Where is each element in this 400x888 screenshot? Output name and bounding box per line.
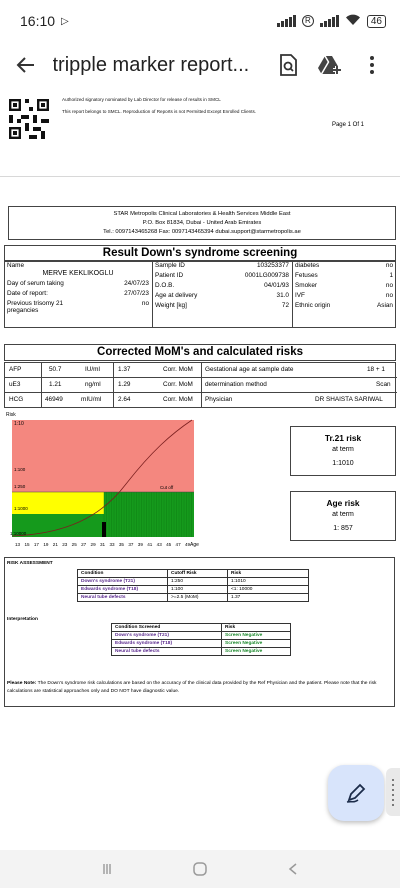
- agerisk-title: Age risk: [326, 498, 360, 508]
- tr21-title: Tr.21 risk: [324, 433, 362, 443]
- sample-value: 103253377: [257, 262, 289, 269]
- name-label: Name: [7, 262, 25, 269]
- table-row: [112, 632, 291, 640]
- marker-corr: Corr. MoM: [163, 366, 193, 373]
- zone-red: [12, 420, 194, 492]
- interp-title: Interpretation: [7, 617, 38, 622]
- report-label: Date of report:: [7, 290, 48, 297]
- x-tick: 31: [100, 542, 106, 547]
- patient-marker: [102, 522, 106, 537]
- page-number: Page 1 Of 1: [331, 122, 364, 128]
- y-tick: 1:1000: [14, 506, 28, 511]
- agerisk-sub: at term: [332, 511, 354, 518]
- x-tick: 15: [24, 542, 30, 547]
- th-condition: Condition: [78, 570, 168, 578]
- ga-value: 18 + 1: [367, 366, 385, 373]
- marker-name: AFP: [9, 366, 22, 373]
- cell-cutoff: 1:100: [168, 586, 228, 594]
- agerisk-value: 1: 857: [333, 525, 353, 532]
- cell-condition: Neural tube defects: [112, 648, 222, 656]
- ethnic-value: Asian: [377, 302, 393, 309]
- lab-name: STAR Metropolis Clinical Laboratories & Health Services Middle East: [113, 211, 291, 217]
- pdf-page: [0, 90, 400, 850]
- tr21-risk-box: [290, 426, 396, 476]
- th-cutoff: Cutoff Risk: [168, 570, 228, 578]
- auth-line-1: Authorized signatory nominated by Lab Director for release of results in SMCL: [62, 97, 221, 102]
- marker-corr: Corr. MoM: [163, 381, 193, 388]
- name-value: MERVE KEKLIKOGLU: [42, 270, 114, 277]
- marker-mom: 2.64: [118, 396, 131, 403]
- ivf-label: IVF: [295, 292, 305, 299]
- th-screened: Condition Screened: [112, 624, 222, 632]
- table-row: [78, 578, 309, 586]
- drive-add-icon[interactable]: [312, 47, 348, 83]
- ga-label: Gestational age at sample date: [205, 366, 294, 373]
- cell-condition: Down's syndrome (T21): [78, 578, 168, 586]
- cell-risk: 1.37: [228, 594, 309, 602]
- serum-value: 24/07/23: [124, 280, 149, 287]
- dob-label: D.O.B.: [155, 282, 175, 289]
- y-tick: 1:250: [14, 484, 26, 489]
- table-row: [78, 594, 309, 602]
- status-bar: [0, 0, 400, 42]
- more-vert-icon[interactable]: [354, 47, 390, 83]
- x-tick: 45: [166, 542, 172, 547]
- table-row: [78, 586, 309, 594]
- tr21-value: 1:1010: [332, 460, 354, 467]
- ra-title: RISK ASSESSMENT: [7, 561, 53, 566]
- method-label: determination method: [205, 381, 267, 388]
- marker-corr: Corr. MoM: [163, 396, 193, 403]
- x-tick: 49: [185, 542, 191, 547]
- document-title: tripple marker report...: [52, 53, 250, 76]
- auth-line-2: This report belongs to SMCL. Reproduction of Reports is not Permitted Except Enrolled Clients.: [62, 109, 257, 114]
- weight-value: 72: [281, 302, 289, 309]
- risk-table: [77, 569, 309, 602]
- back-nav-icon[interactable]: [284, 860, 302, 878]
- table-row: [112, 648, 291, 656]
- x-tick: 33: [109, 542, 115, 547]
- marker-unit: mIU/ml: [81, 396, 102, 403]
- marker-unit: IU/ml: [85, 366, 100, 373]
- marker-row: [5, 393, 397, 408]
- marker-mom: 1.29: [118, 381, 131, 388]
- marker-row: [5, 363, 397, 378]
- cell-result: Screen Negative: [222, 632, 291, 640]
- status-time: 16:10: [20, 13, 56, 29]
- age-risk-box: [290, 491, 396, 541]
- x-tick: 27: [81, 542, 87, 547]
- cell-risk: 1:1010: [228, 578, 309, 586]
- marker-name: HCG: [9, 396, 24, 403]
- marker-row: [5, 378, 397, 393]
- x-tick: 25: [71, 542, 77, 547]
- age-value: 31.0: [276, 292, 289, 299]
- x-tick: 43: [156, 542, 162, 547]
- dob-value: 04/01/93: [264, 282, 289, 289]
- physician-label: Physician: [205, 396, 233, 403]
- diabetes-label: diabetes: [295, 262, 320, 269]
- side-handle[interactable]: [386, 768, 400, 816]
- th-risk: Risk: [228, 570, 309, 578]
- lens-search-icon[interactable]: [270, 47, 306, 83]
- y-tick: 1:100: [14, 467, 26, 472]
- system-nav-bar: [0, 850, 400, 888]
- pen-icon: [344, 781, 368, 805]
- y-tick: 1:10: [14, 421, 24, 427]
- x-tick: 47: [175, 542, 181, 547]
- back-arrow-icon[interactable]: [0, 42, 53, 88]
- cell-condition: Neural tube defects: [78, 594, 168, 602]
- x-tick: 29: [90, 542, 96, 547]
- trisomy-value: no: [141, 300, 149, 307]
- x-tick: 23: [62, 542, 68, 547]
- ethnic-label: Ethnic origin: [295, 302, 331, 309]
- marker-unit: ng/ml: [85, 381, 101, 388]
- marker-value: 50.7: [49, 366, 62, 373]
- smoker-label: Smoker: [295, 282, 318, 289]
- chart-ylabel: Risk: [6, 412, 16, 418]
- table-row: [112, 640, 291, 648]
- y-tick: 1:10000: [10, 531, 27, 536]
- marker-value: 46949: [45, 396, 63, 403]
- cell-condition: Down's syndrome (T21): [112, 632, 222, 640]
- signal-icon-2: [320, 15, 339, 27]
- recents-icon[interactable]: [98, 860, 116, 878]
- age-label: Age at delivery: [155, 292, 198, 299]
- smoker-value: no: [385, 282, 393, 289]
- app-bar: [0, 42, 400, 88]
- cell-cutoff: 1:250: [168, 578, 228, 586]
- cutoff-label: Cut off: [160, 485, 174, 490]
- x-tick: 21: [52, 542, 58, 547]
- note-text: The Down's syndrome risk calculations are based on the accuracy of the clinical data provided by the Ref Physician and the patient. Please note that the risk calculations are statistical approaches only and DO NOT have diagnostic value.: [7, 681, 377, 694]
- cell-risk: <1: 10000: [228, 586, 309, 594]
- cell-condition: Edwards syndrome (T18): [112, 640, 222, 648]
- x-ticks: [15, 542, 191, 547]
- fetuses-value: 1: [389, 272, 393, 279]
- lab-address: P.O. Box 81834, Dubai - United Arab Emirates: [142, 220, 262, 226]
- weight-label: Weight [kg]: [155, 302, 187, 309]
- r-badge-icon: R: [302, 15, 314, 27]
- patient-info: [4, 260, 396, 328]
- lab-contact: Tel.: 0097143465268 Fax: 0097143465394 dubai.support@starmetropolis.ae: [103, 229, 301, 235]
- serum-label: Day of serum taking: [7, 280, 64, 287]
- result-title: Result Down's syndrome screening: [4, 245, 396, 262]
- th-interp-risk: Risk: [222, 624, 291, 632]
- mom-title: Corrected MoM's and calculated risks: [4, 344, 396, 361]
- method-value: Scan: [376, 381, 391, 388]
- cell-cutoff: >=2.5 (MoM): [168, 594, 228, 602]
- annotate-button[interactable]: [328, 765, 384, 821]
- battery-icon: 46: [367, 15, 386, 28]
- fetuses-label: Fetuses: [295, 272, 318, 279]
- please-note: [7, 680, 387, 696]
- x-tick: 39: [137, 542, 143, 547]
- cell-result: Screen Negative: [222, 640, 291, 648]
- marker-name: uE3: [9, 381, 21, 388]
- lab-header: [8, 206, 396, 240]
- chart-xlabel: Age: [190, 542, 199, 548]
- physician-value: DR SHAISTA SARIWAL: [315, 396, 383, 403]
- pid-label: Patient ID: [155, 272, 184, 279]
- x-tick: 17: [33, 542, 40, 547]
- sample-label: Sample ID: [155, 262, 185, 269]
- age-risk-chart: [6, 412, 199, 550]
- x-tick: 19: [43, 542, 49, 547]
- play-icon: ▷: [61, 15, 69, 27]
- interp-table: [111, 623, 291, 656]
- signal-icon: [277, 15, 296, 27]
- marker-value: 1.21: [49, 381, 62, 388]
- wifi-icon: [345, 14, 361, 29]
- report-value: 27/07/23: [124, 290, 149, 297]
- pid-value: 0001LG009738: [244, 272, 289, 279]
- cell-result: Screen Negative: [222, 648, 291, 656]
- home-icon[interactable]: [191, 860, 209, 878]
- x-tick: 37: [128, 542, 134, 547]
- x-tick: 35: [118, 542, 125, 547]
- tr21-sub: at term: [332, 446, 354, 453]
- cell-condition: Edwards syndrome (T18): [78, 586, 168, 594]
- divider: [0, 176, 400, 177]
- diabetes-value: no: [385, 262, 393, 269]
- x-tick: 13: [15, 542, 21, 547]
- note-label: Please Note:: [7, 681, 37, 686]
- qr-code-icon: [9, 99, 49, 139]
- trisomy-label: Previous trisomy 21 pregancies: [7, 300, 64, 314]
- marker-mom: 1.37: [118, 366, 131, 373]
- risk-assessment: [4, 557, 395, 707]
- mom-table: [4, 362, 396, 408]
- ivf-value: no: [385, 292, 393, 299]
- x-tick: 41: [147, 542, 153, 547]
